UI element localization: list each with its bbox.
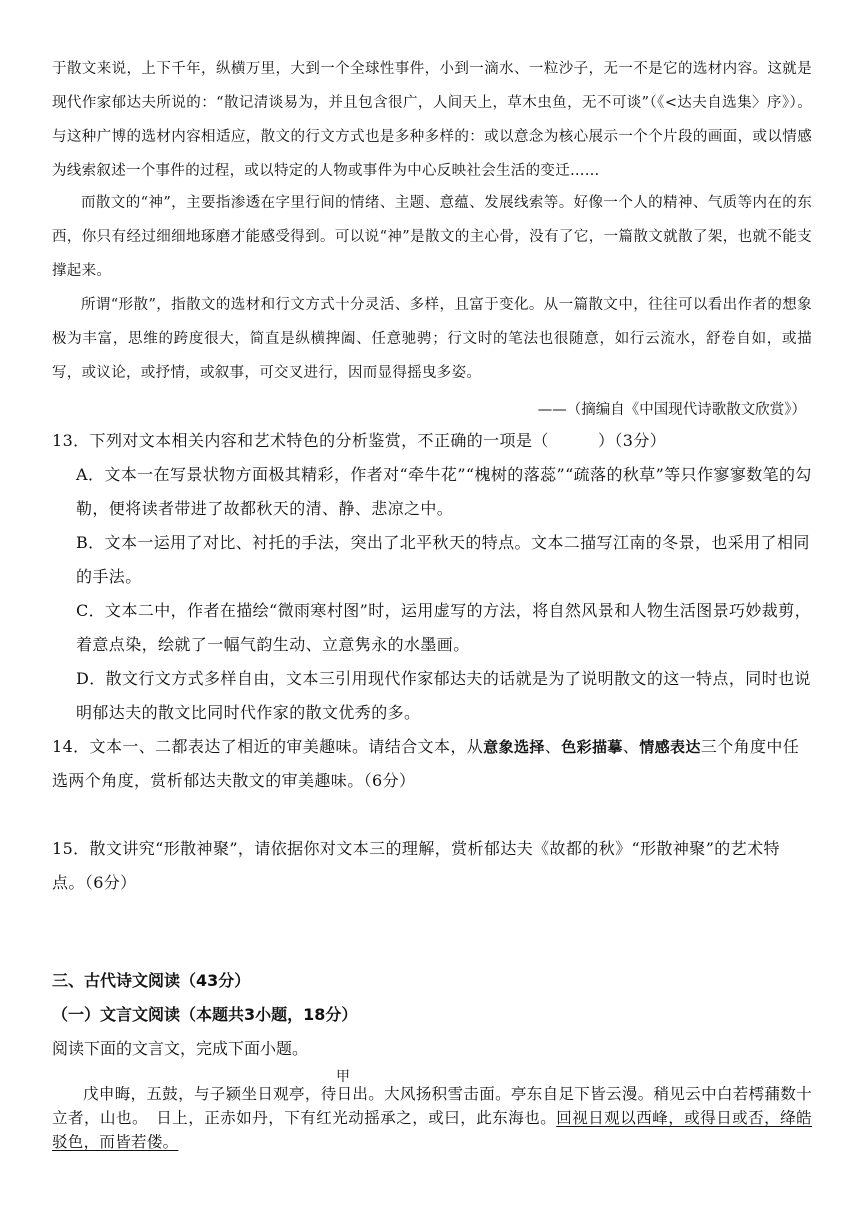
question-14-angle-imagery: 意象选择 (483, 738, 545, 756)
question-13-stem: 13．下列对文本相关内容和艺术特色的分析鉴赏，不正确的一项是（ ）（3分） (52, 431, 667, 450)
question-13-option-d: D．散文行文方式多样自由，文本三引用现代作家郁达夫的话就是为了说明散文的这一特点，同时也说明郁达夫的散文比同时代作家的散文优秀的多。 (76, 669, 811, 722)
classical-passage-jia (52, 1082, 812, 1154)
question-14-text-post: 三个角度中任选两个角度，赏析郁达夫散文的审美趣味。（6分） (52, 737, 800, 790)
classical-text: 戊申晦，五鼓，与子颍坐日观亭，待日出。大风扬积雪击面。亭东自足下皆云漫。稍见云中白若樗蒱数十立者，山也。 日上，正赤如丹，下有红光动摇承之，或曰，此东海也。 (52, 1085, 812, 1127)
text3-paragraph-3: 所谓“形散”，指散文的选材和行文方式十分灵活、多样，且富于变化。从一篇散文中，往往可以看出作者的想象极为丰富，思维的跨度很大，简直是纵横捭阖、任意驰骋；行文时的笔法也很随意，如行云流水，舒卷自如，或描写，或议论，或抒情，或叙事，可交叉进行，因而显得摇曳多姿。 (52, 297, 812, 381)
question-14-text-pre: 14．文本一、二都表达了相近的审美趣味。请结合文本，从 (52, 737, 484, 756)
question-14 (52, 730, 812, 798)
section-3-heading: 三、古代诗文阅读（43分） (52, 971, 251, 990)
question-14-angle-color: 色彩描摹 (561, 738, 623, 756)
question-13-option-c: C．文本二中，作者在描绘“微雨寒村图”时，运用虚写的方法，将自然风景和人物生活图景巧妙裁剪，着意点染，绘就了一幅气韵生动、立意隽永的水墨画。 (76, 601, 812, 654)
text3-source: ——（摘编自《中国现代诗歌散文欣赏》） (537, 402, 806, 418)
question-14-sep-1: 、 (544, 737, 562, 756)
question-13-option-b: B．文本一运用了对比、衬托的手法，突出了北平秋天的特点。文本二描写江南的冬景，也采用了相同的手法。 (76, 533, 810, 586)
text3-paragraph-1: 于散文来说，上下千年，纵横万里，大到一个全球性事件，小到一滴水、一粒沙子，无一不是它的选材内容。这就是现代作家郁达夫所说的：“散记清谈易为，并且包含很广，人间天上，草木虫鱼，无不可谈”（《<达夫自选集〉序》）。与这种广博的选材内容相适应，散文的行文方式也是多种多样的：或以意念为核心展示一个个片段的画面，或以情感为线索叙述一个事件的过程，或以特定的人物或事件为中心反映社会生活的变迁…… (52, 61, 812, 179)
question-14-sep-2: 、 (622, 737, 640, 756)
classical-instruction: 阅读下面的文言文，完成下面小题。 (52, 1039, 309, 1058)
question-14-angle-emotion: 情感表达 (639, 738, 701, 756)
question-13-option-a: A．文本一在写景状物方面极其精彩，作者对“牵牛花”“槐树的落蕊”“疏落的秋草”等只作寥寥数笔的勾勒，便将读者带进了故都秋天的清、静、悲凉之中。 (76, 465, 812, 518)
section-3-subheading: （一）文言文阅读（本题共3小题，18分） (52, 1005, 358, 1024)
passage-label-jia: 甲 (336, 1069, 350, 1085)
question-15: 15．散文讲究“形散神聚”，请依据你对文本三的理解，赏析郁达夫《故都的秋》“形散神聚”的艺术特点。（6分） (52, 839, 780, 892)
classical-underlined-sentence: 回视日观以西峰，或得日或否，绛皓驳色，而皆若偻。 (52, 1109, 812, 1151)
text3-paragraph-2: 而散文的“神”，主要指渗透在字里行间的情绪、主题、意蕴、发展线索等。好像一个人的精神、气质等内在的东西，你只有经过细细地琢磨才能感受得到。可以说“神”是散文的主心骨，没有了它，一篇散文就散了架，也就不能支撑起来。 (52, 195, 812, 279)
